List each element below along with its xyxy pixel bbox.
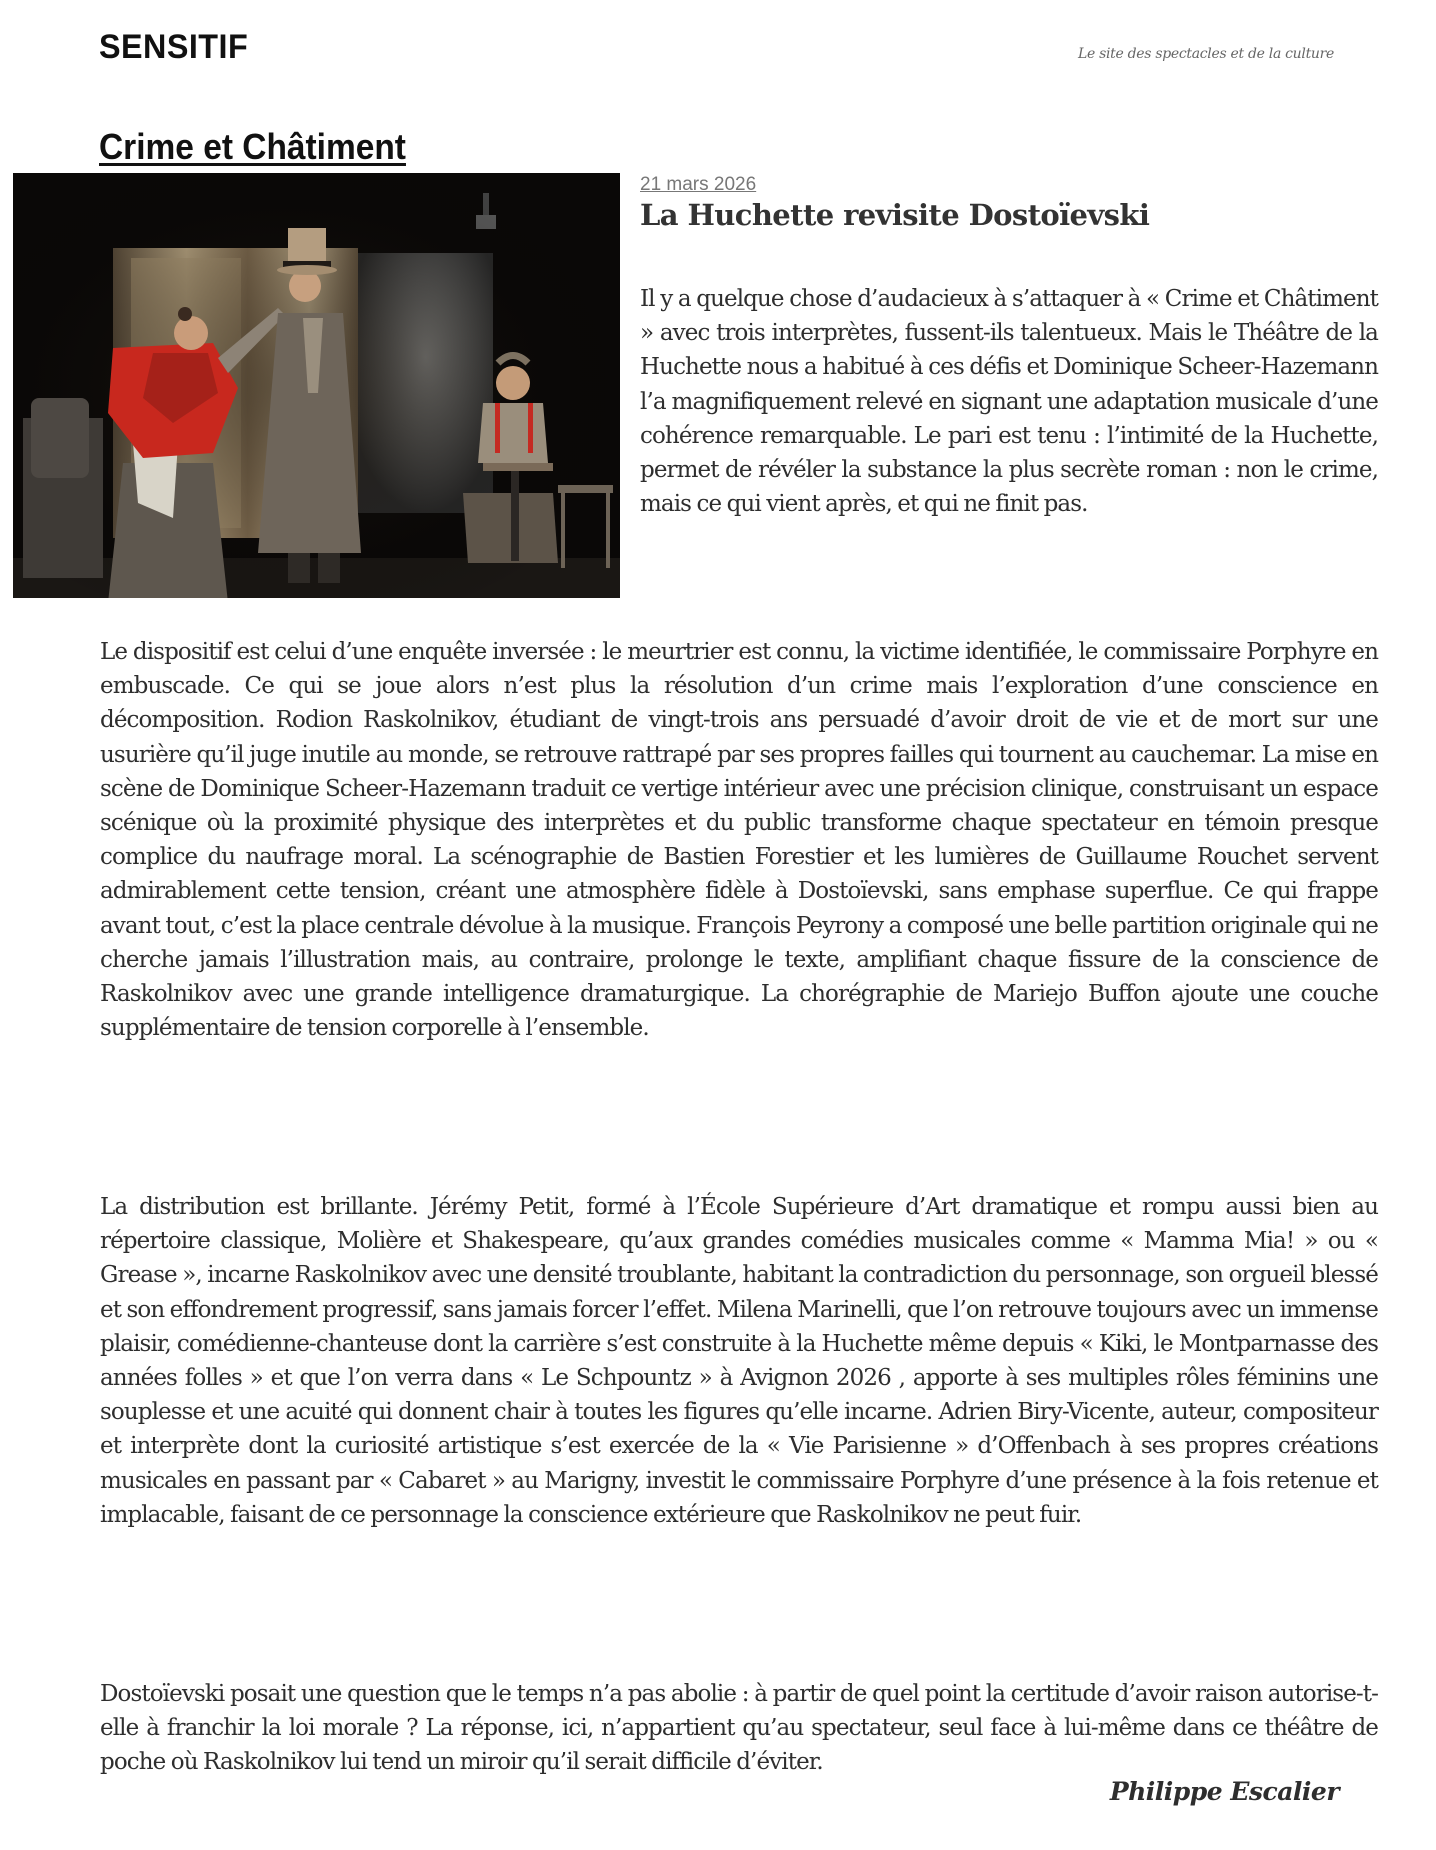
article-photo (13, 173, 620, 598)
stage-scene-illustration (13, 173, 620, 598)
author-signature: Philippe Escalier (1109, 1777, 1339, 1806)
site-tagline: Le site des spectacles et de la culture (1077, 46, 1334, 62)
article-paragraph-conclusion: Dostoïevski posait une question que le temps n’a pas abolie : à partir de quel point la certitude d’avoir raison autorise-t-elle à franchir la loi morale ? La réponse, ici, n’appartient qu’au spectateur, seul face à lui-même dans ce théâtre de poche où Raskolnikov lui tend un miroir qu’il serait difficile d’éviter. (100, 1681, 1378, 1776)
article-paragraph-staging: Le dispositif est celui d’une enquête inversée : le meurtrier est connu, la victime identifiée, le commissaire Porphyre en embuscade. Ce qui se joue alors n’est plus la résolution d’un crime mais l’exploration d’une conscience en décomposition. Rodion Raskolnikov, étudiant de vingt-trois ans persuadé d’avoir droit de vie et de mort sur une usurière qu’il juge inutile au monde, se retrouve rattrapé par ses propres failles qui tournent au cauchemar. La mise en scène de Dominique Scheer-Hazemann traduit ce vertige intérieur avec une précision clinique, construisant un espace scénique où la proximité physique des interprètes et du public transforme chaque spectateur en témoin presque complice du naufrage moral. La scénographie de Bastien Forestier et les lumières de Guillaume Rouchet servent admirablement cette tension, créant une atmosphère fidèle à Dostoïevski, sans emphase superflue. Ce qui frappe avant tout, c’est la place centrale dévolue à la musique. François Peyrony a composé une belle partition originale qui ne cherche jamais l’illustration mais, au contraire, prolonge le texte, amplifiant chaque fissure de la conscience de Raskolnikov avec une grande intelligence dramaturgique. La chorégraphie de Mariejo Buffon ajoute une couche supplémentaire de tension corporelle à l’ensemble. (100, 639, 1378, 1042)
publication-date[interactable]: 21 mars 2026 (640, 174, 757, 195)
article-paragraph-cast: La distribution est brillante. Jérémy Petit, formé à l’École Supérieure d’Art dramatique et rompu aussi bien au répertoire classique, Molière et Shakespeare, qu’aux grandes comédies musicales comme « Mamma Mia! » ou « Grease », incarne Raskolnikov avec une densité troublante, habitant la contradiction du personnage, son orgueil blessé et son effondrement progressif, sans jamais forcer l’effet. Milena Marinelli, que l’on retrouve toujours avec un immense plaisir, comédienne-chanteuse dont la carrière s’est construite à la Huchette même depuis « Kiki, le Montparnasse des années folles » et que l’on verra dans « Le Schpountz » à Avignon 2026 , apporte à ses multiples rôles féminins une souplesse et une acuité qui donnent chair à toutes les figures qu’elle incarne. Adrien Biry-Vicente, auteur, compositeur et interprète dont la curiosité artistique s’est exercée de la « Vie Parisienne » d’Offenbach à ses propres créations musicales en passant par « Cabaret » au Marigny, investit le commissaire Porphyre d’une présence à la fois retenue et implacable, faisant de ce personnage la conscience extérieure que Raskolnikov ne peut fuir. (100, 1194, 1378, 1528)
show-title: Crime et Châtiment (99, 126, 406, 167)
site-logo[interactable]: SENSITIF (99, 28, 249, 66)
article-headline: La Huchette revisite Dostoïevski (640, 198, 1150, 232)
article-intro: Il y a quelque chose d’audacieux à s’attaquer à « Crime et Châtiment » avec trois interprètes, fussent-ils talentueux. Mais le Théâtre de la Huchette nous a habitué à ces défis et Dominique Scheer-Hazemann l’a magnifiquement relevé en signant une adaptation musicale d’une cohérence remarquable. Le pari est tenu : l’intimité de la Huchette, permet de révéler la substance la plus secrète roman : non le crime, mais ce qui vient après, et qui ne finit pas. (640, 286, 1378, 518)
